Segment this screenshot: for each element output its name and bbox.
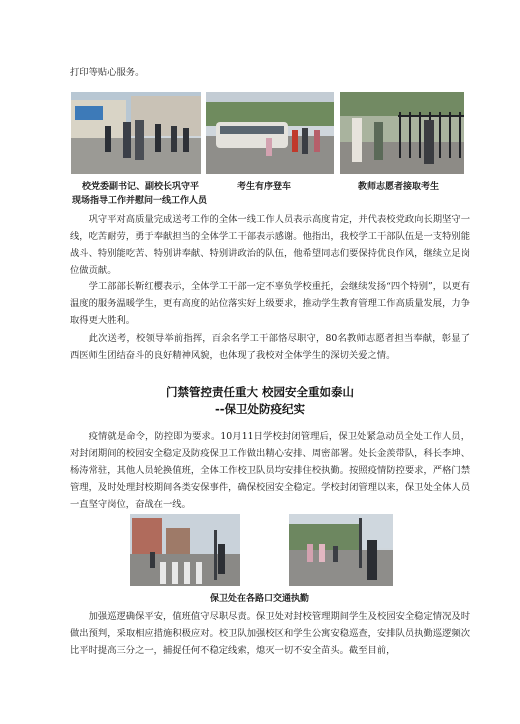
caption-photo3: 教师志愿者接取考生 — [358, 182, 440, 192]
section-title-line1: 门禁管控责任重大 校园安全重如泰山 — [165, 385, 354, 399]
paragraph-1: 巩守平对高质量完成送考工作的全体一线工作人员表示高度肯定，并代表校党政向长期坚守一线，吃苦耐劳，勇于奉献担当的全体学工干部表示感谢。他指出，我校学工干部队伍是一支特别能战斗、特别能吃苦、特别讲奉献、特别讲政治的队伍，他希望同志们要保持优良作风，继续立足岗位做贡献。 — [70, 214, 470, 276]
paragraph-3: 此次送考，校领导举前指挥，百余名学工干部恪尽职守，80名教师志愿者担当奉献，彰显了西医师生团结奋斗的良好精神风貌，也体现了我校对全体学生的深切关爱之情。 — [70, 333, 470, 361]
caption-photo2: 考生有序登车 — [237, 182, 292, 192]
section2-paragraph-2: 加强巡逻确保平安，值班值守尽职尽责。保卫处对封校管理期间学生及校园安全稳定情况及时做出预判，采取相应措施积极应对。校卫队加强校区和学生公寓安稳巡查，安排队员执勤巡逻频次比平时提高三分之一，捕捉任何不稳定线索，熄灭一切不安全苗头。截至目前， — [70, 611, 470, 656]
photo-students-boarding-bus — [206, 92, 334, 174]
top-fragment: 打印等贴心服务。 — [70, 67, 145, 78]
section-title-line2: --保卫处防疫纪实 — [214, 402, 306, 416]
caption-photo1-line2: 现场指导工作并慰问一线工作人员 — [72, 196, 208, 206]
paragraph-2: 学工部部长靳红樱表示，全体学工干部一定不辜负学校重托，会继续发扬“四个特别”，以更有温度的服务温暖学生，更有高度的站位落实好上级要求，推动学生教育管理工作高质量发展，力争取得更大胜利。 — [70, 281, 470, 326]
caption-photo-pair: 保卫处在各路口交通执勤 — [210, 594, 310, 604]
section2-paragraph-1: 疫情就是命令，防控即为要求。10月11日学校封闭管理后，保卫处紧急动员全处工作人员，对封闭期间的校园安全稳定及防疫保卫工作做出精心安排、周密部署。处长金羡带队，科长李坤、杨涛常驻，其他人员轮换值班，全体工作校卫队员均安排住校执勤。按照疫情防控要求，严格门禁管理，及时处理封校期间各类安保事件，确保校园安全稳定。学校封闭管理以来，保卫处全体人员一直坚守岗位，奋战在一线。 — [70, 431, 470, 510]
photo-traffic-duty-road — [289, 514, 393, 586]
photo-traffic-duty-crossing — [130, 514, 240, 586]
photo-teacher-volunteers — [340, 92, 464, 174]
photo-campus-gate-guidance — [71, 92, 201, 174]
caption-photo1-line1: 校党委副书记、副校长巩守平 — [82, 182, 200, 192]
